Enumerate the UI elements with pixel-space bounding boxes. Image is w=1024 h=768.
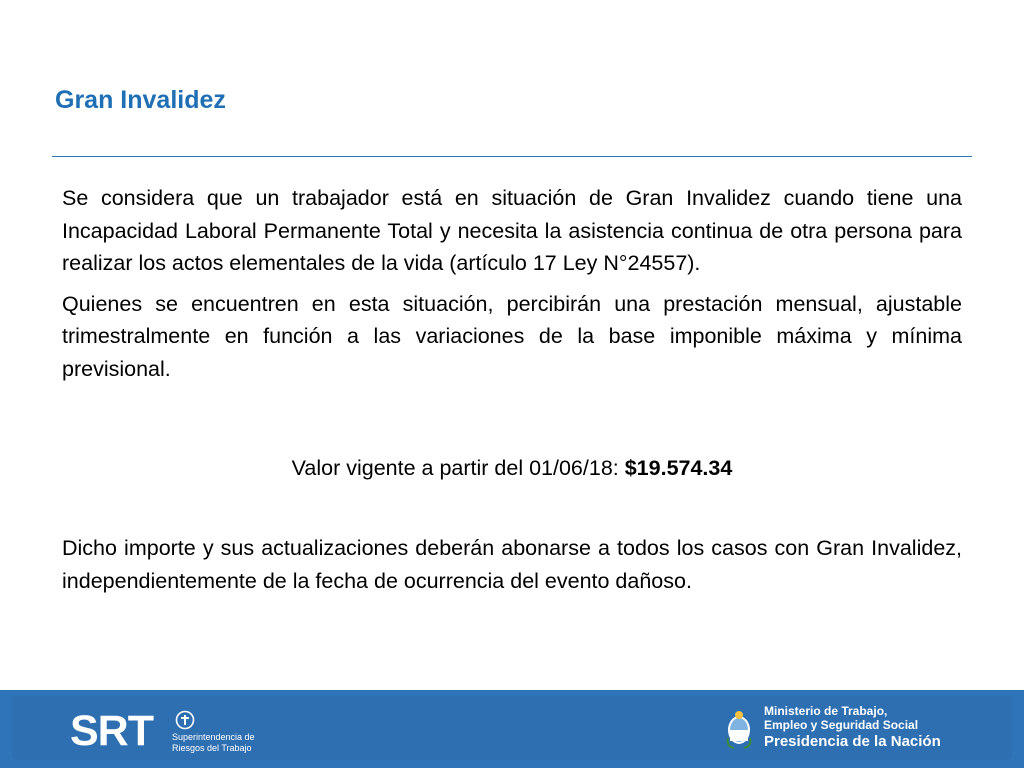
footer-panel (12, 696, 1012, 760)
current-value-line (62, 452, 962, 485)
srt-emblem-icon (175, 710, 195, 730)
ministry-text (764, 704, 941, 752)
footer-band (0, 690, 1024, 768)
srt-subtitle (172, 732, 255, 754)
ministry-logo (724, 704, 1014, 758)
presidencia-line: Presidencia de la Nación (764, 733, 941, 750)
paragraph-benefit: Quienes se encuentren en esta situación, percibirán una prestación mensual, ajustable trimestralmente en función a las variaciones de la base imponible máxima y mínima previsional. (62, 291, 962, 381)
srt-subtitle-line2: Riesgos del Trabajo (172, 743, 252, 753)
national-shield-icon (724, 706, 754, 752)
slide-title: Gran Invalidez (55, 86, 226, 114)
srt-subtitle-line1: Superintendencia de (172, 732, 255, 742)
ministry-line1: Ministerio de Trabajo, (764, 704, 888, 718)
current-value-amount: $19.574.34 (624, 456, 733, 480)
paragraph-payment: Dicho importe y sus actualizaciones deberán abonarse a todos los casos con Gran Invalidez, independientemente de la fecha de ocurrencia del evento dañoso. (62, 536, 962, 593)
ministry-line2: Empleo y Seguridad Social (764, 718, 919, 732)
paragraph-definition: Se considera que un trabajador está en situación de Gran Invalidez cuando tiene una Incapacidad Laboral Permanente Total y necesita la asistencia continua de otra persona para realizar los actos elementales de la vida (artículo 17 Ley N°24557). (62, 186, 962, 275)
slide-body (62, 182, 962, 593)
title-divider (52, 156, 972, 157)
srt-logo-text: SRT (70, 707, 153, 755)
current-value-label: Valor vigente a partir del 01/06/18: (291, 456, 625, 480)
